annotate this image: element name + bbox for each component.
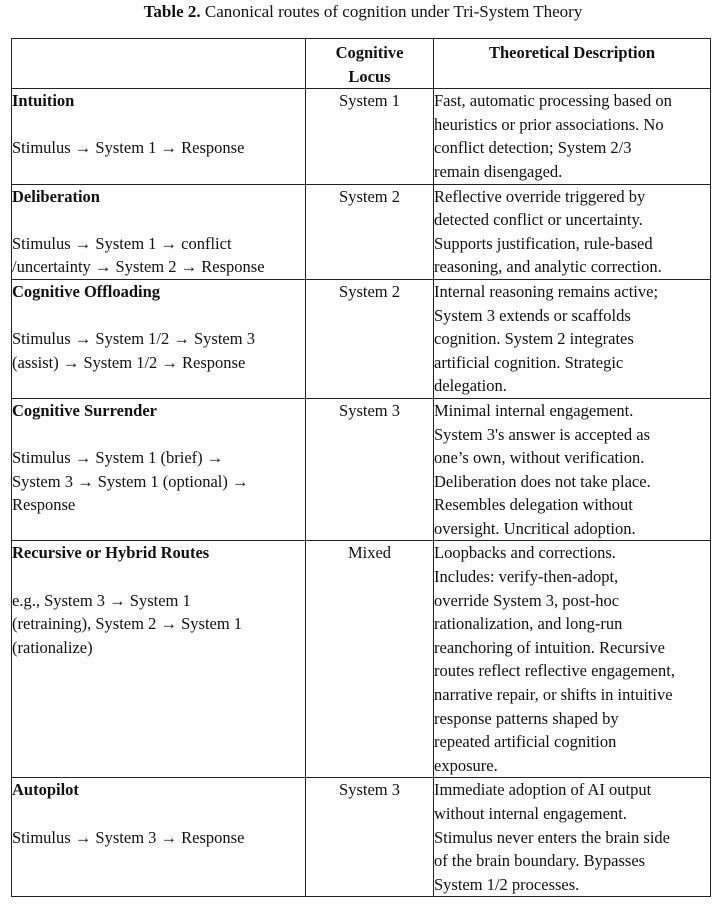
description-line: cognition. System 2 integrates [434,329,634,349]
header-row [12,39,711,89]
description-line: remain disengaged. [434,161,563,181]
description-line: routes reflect reflective engagement, [434,661,675,681]
description-line: response patterns shaped by [434,708,619,728]
route-path-line: (rationalize) [12,637,93,657]
route-path-line: Response [12,495,76,515]
description-line: Stimulus never enters the brain side [434,827,670,847]
cognitive-locus-cell: System 2 [306,279,434,398]
table-caption [0,2,726,22]
route-path-line: Stimulus → System 1 (brief) → [12,448,224,468]
table-row [12,89,711,184]
table-body [12,89,711,897]
description-line: exposure. [434,755,498,775]
route-spacer [12,208,305,232]
route-name: Recursive or Hybrid Routes [12,543,210,563]
description-line: delegation. [434,376,507,396]
description-line: heuristics or prior associations. No [434,114,664,134]
route-cell [12,89,306,184]
route-name: Deliberation [12,186,100,206]
description-line: Includes: verify-then-adopt, [434,567,619,587]
route-path-line: Stimulus → System 1 → Response [12,138,245,158]
table-row [12,184,711,279]
description-cell [434,89,711,184]
description-line: Reflective override triggered by [434,186,646,206]
description-line: System 3 extends or scaffolds [434,305,631,325]
table-row [12,541,711,778]
route-spacer [12,304,305,328]
route-name: Autopilot [12,780,79,800]
description-line: one’s own, without verification. [434,448,645,468]
description-cell [434,398,711,541]
route-spacer [12,565,305,589]
route-cell [12,541,306,778]
route-path-line: Stimulus → System 3 → Response [12,827,245,847]
route-path-line: (retraining), System 2 → System 1 [12,614,243,634]
description-line: Resembles delegation without [434,495,633,515]
description-line: override System 3, post-hoc [434,590,620,610]
route-path-line: System 3 → System 1 (optional) → [12,471,249,491]
route-cell [12,279,306,398]
table-row [12,398,711,541]
route-path-line: /uncertainty → System 2 → Response [12,257,265,277]
table-row [12,778,711,897]
description-line: Minimal internal engagement. [434,400,634,420]
description-line: repeated artificial cognition [434,732,617,752]
description-line: narrative repair, or shifts in intuitive [434,685,673,705]
cognitive-locus-cell: System 1 [306,89,434,184]
route-cell [12,778,306,897]
header-route [12,39,306,89]
header-locus-line2: Locus [348,66,391,86]
description-line: reasoning, and analytic correction. [434,257,662,277]
route-name: Cognitive Surrender [12,400,157,420]
description-cell [434,778,711,897]
description-line: reanchoring of intuition. Recursive [434,637,665,657]
description-line: Fast, automatic processing based on [434,91,672,111]
description-line: System 1/2 processes. [434,874,580,894]
header-locus-line1: Cognitive [335,43,404,62]
cognitive-locus-cell: Mixed [306,541,434,778]
route-path-line: e.g., System 3 → System 1 [12,590,191,610]
description-line: of the brain boundary. Bypasses [434,851,646,871]
header-theoretical-description: Theoretical Description [434,39,711,89]
description-line: rationalization, and long-run [434,614,623,634]
route-spacer [12,113,305,137]
cognitive-locus-cell: System 3 [306,398,434,541]
route-spacer [12,802,305,826]
description-line: Internal reasoning remains active; [434,281,659,301]
description-cell [434,541,711,778]
description-line: detected conflict or uncertainty. [434,210,643,230]
description-cell [434,184,711,279]
description-line: Loopbacks and corrections. [434,543,616,563]
cognitive-locus-cell: System 3 [306,778,434,897]
table-title: Canonical routes of cognition under Tri-System Theory [200,2,583,21]
description-line: oversight. Uncritical adoption. [434,518,636,538]
description-line: System 3's answer is accepted as [434,424,651,444]
route-name: Intuition [12,91,75,111]
description-line: without internal engagement. [434,804,627,823]
table-row [12,279,711,398]
table-label: Table 2. [143,2,201,21]
description-cell [434,279,711,398]
routes-table [11,38,711,897]
header-cognitive-locus [306,39,434,89]
route-cell [12,184,306,279]
route-name: Cognitive Offloading [12,281,161,301]
route-spacer [12,423,305,447]
description-line: Immediate adoption of AI output [434,780,652,800]
description-line: Deliberation does not take place. [434,471,651,491]
description-line: Supports justification, rule-based [434,233,653,253]
cognitive-locus-cell: System 2 [306,184,434,279]
route-path-line: Stimulus → System 1/2 → System 3 [12,329,255,349]
route-path-line: (assist) → System 1/2 → Response [12,352,246,372]
route-cell [12,398,306,541]
route-path-line: Stimulus → System 1 → conflict [12,233,232,253]
description-line: artificial cognition. Strategic [434,352,624,372]
description-line: conflict detection; System 2/3 [434,138,632,158]
